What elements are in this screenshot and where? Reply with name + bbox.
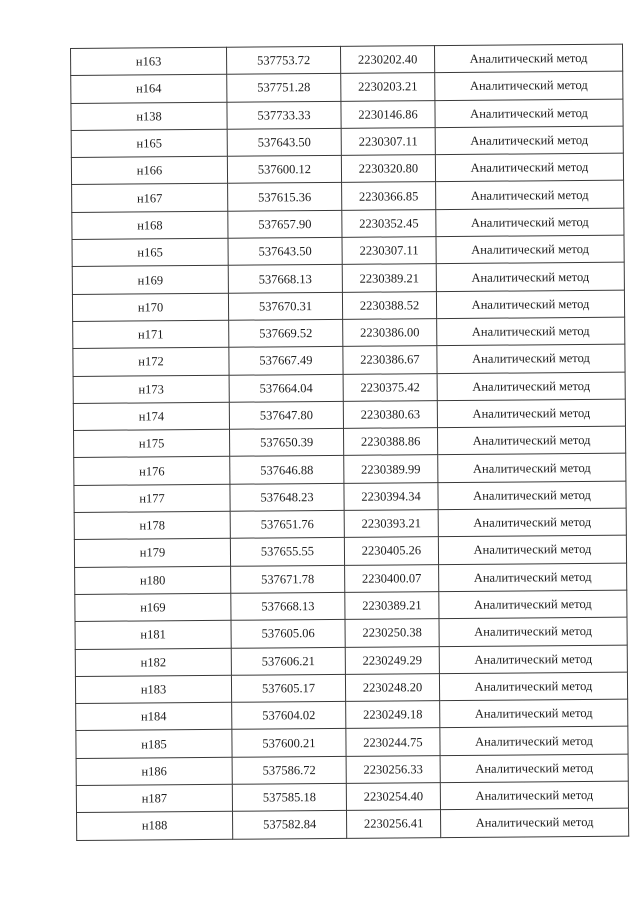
x-coordinate-cell: 537643.50 bbox=[227, 128, 341, 156]
x-coordinate-cell: 537669.52 bbox=[229, 319, 343, 347]
point-id-cell: н178 bbox=[74, 511, 230, 540]
point-id-cell: н185 bbox=[76, 730, 232, 759]
x-coordinate-cell: 537651.76 bbox=[230, 510, 344, 538]
x-coordinate-cell: 537751.28 bbox=[227, 74, 341, 102]
point-id-cell: н188 bbox=[77, 812, 233, 841]
table-row bbox=[76, 727, 628, 759]
x-coordinate-cell: 537606.21 bbox=[231, 647, 345, 675]
method-cell: Аналитический метод bbox=[438, 508, 626, 537]
method-cell: Аналитический метод bbox=[438, 535, 626, 564]
point-id-cell: н138 bbox=[71, 102, 227, 131]
table-row bbox=[71, 153, 623, 185]
x-coordinate-cell: 537650.39 bbox=[230, 429, 344, 457]
point-id-cell: н168 bbox=[72, 211, 228, 240]
method-cell: Аналитический метод bbox=[435, 153, 623, 182]
x-coordinate-cell: 537733.33 bbox=[227, 101, 341, 129]
y-coordinate-cell: 2230244.75 bbox=[346, 728, 440, 756]
table-row bbox=[73, 344, 625, 376]
y-coordinate-cell: 2230203.21 bbox=[341, 73, 435, 101]
table-row bbox=[72, 263, 624, 295]
point-id-cell: н182 bbox=[75, 648, 231, 677]
table-row bbox=[72, 181, 624, 213]
y-coordinate-cell: 2230250.38 bbox=[345, 619, 439, 647]
table-row bbox=[74, 535, 626, 567]
point-id-cell: н187 bbox=[76, 784, 232, 813]
method-cell: Аналитический метод bbox=[436, 181, 624, 210]
y-coordinate-cell: 2230380.63 bbox=[343, 400, 437, 428]
method-cell: Аналитический метод bbox=[435, 71, 623, 100]
x-coordinate-cell: 537585.18 bbox=[232, 783, 346, 811]
method-cell: Аналитический метод bbox=[436, 263, 624, 292]
table-row bbox=[71, 126, 623, 158]
y-coordinate-cell: 2230146.86 bbox=[341, 100, 435, 128]
y-coordinate-cell: 2230256.41 bbox=[346, 810, 440, 838]
method-cell: Аналитический метод bbox=[438, 481, 626, 510]
x-coordinate-cell: 537604.02 bbox=[232, 701, 346, 729]
x-coordinate-cell: 537670.31 bbox=[228, 292, 342, 320]
method-cell: Аналитический метод bbox=[437, 426, 625, 455]
table-row bbox=[77, 808, 629, 840]
table-row bbox=[74, 426, 626, 458]
x-coordinate-cell: 537753.72 bbox=[226, 46, 340, 74]
table-row bbox=[73, 317, 625, 349]
point-id-cell: н165 bbox=[72, 238, 228, 267]
table-row bbox=[75, 563, 627, 595]
method-cell: Аналитический метод bbox=[438, 454, 626, 483]
x-coordinate-cell: 537582.84 bbox=[233, 811, 347, 839]
y-coordinate-cell: 2230366.85 bbox=[342, 182, 436, 210]
y-coordinate-cell: 2230248.20 bbox=[345, 673, 439, 701]
x-coordinate-cell: 537646.88 bbox=[230, 456, 344, 484]
method-cell: Аналитический метод bbox=[437, 399, 625, 428]
x-coordinate-cell: 537643.50 bbox=[228, 237, 342, 265]
y-coordinate-cell: 2230202.40 bbox=[340, 46, 434, 74]
x-coordinate-cell: 537668.13 bbox=[228, 265, 342, 293]
table-row bbox=[72, 208, 624, 240]
table-row bbox=[74, 454, 626, 486]
y-coordinate-cell: 2230249.18 bbox=[346, 701, 440, 729]
table-row bbox=[71, 99, 623, 131]
x-coordinate-cell: 537655.55 bbox=[230, 538, 344, 566]
point-id-cell: н180 bbox=[75, 566, 231, 595]
x-coordinate-cell: 537605.06 bbox=[231, 620, 345, 648]
method-cell: Аналитический метод bbox=[439, 672, 627, 701]
point-id-cell: н163 bbox=[71, 47, 227, 76]
coordinates-table bbox=[70, 44, 629, 841]
method-cell: Аналитический метод bbox=[436, 235, 624, 264]
y-coordinate-cell: 2230389.21 bbox=[345, 592, 439, 620]
method-cell: Аналитический метод bbox=[436, 290, 624, 319]
table-row bbox=[74, 508, 626, 540]
x-coordinate-cell: 537657.90 bbox=[228, 210, 342, 238]
y-coordinate-cell: 2230386.67 bbox=[343, 346, 437, 374]
x-coordinate-cell: 537600.12 bbox=[227, 156, 341, 184]
x-coordinate-cell: 537667.49 bbox=[229, 347, 343, 375]
y-coordinate-cell: 2230405.26 bbox=[344, 537, 438, 565]
y-coordinate-cell: 2230320.80 bbox=[341, 155, 435, 183]
method-cell: Аналитический метод bbox=[440, 808, 628, 837]
point-id-cell: н171 bbox=[73, 320, 229, 349]
table-row bbox=[75, 672, 627, 704]
method-cell: Аналитический метод bbox=[434, 44, 622, 73]
x-coordinate-cell: 537647.80 bbox=[229, 401, 343, 429]
table-row bbox=[76, 699, 628, 731]
y-coordinate-cell: 2230386.00 bbox=[343, 319, 437, 347]
method-cell: Аналитический метод bbox=[439, 563, 627, 592]
table-row bbox=[75, 590, 627, 622]
method-cell: Аналитический метод bbox=[437, 344, 625, 373]
x-coordinate-cell: 537664.04 bbox=[229, 374, 343, 402]
point-id-cell: н169 bbox=[75, 593, 231, 622]
table-row bbox=[72, 290, 624, 322]
y-coordinate-cell: 2230249.29 bbox=[345, 646, 439, 674]
point-id-cell: н172 bbox=[73, 348, 229, 377]
method-cell: Аналитический метод bbox=[435, 126, 623, 155]
coordinates-table-body bbox=[71, 44, 629, 840]
method-cell: Аналитический метод bbox=[440, 754, 628, 783]
point-id-cell: н169 bbox=[72, 266, 228, 295]
method-cell: Аналитический метод bbox=[437, 372, 625, 401]
point-id-cell: н164 bbox=[71, 75, 227, 104]
y-coordinate-cell: 2230394.34 bbox=[344, 482, 438, 510]
y-coordinate-cell: 2230393.21 bbox=[344, 510, 438, 538]
x-coordinate-cell: 537586.72 bbox=[232, 756, 346, 784]
method-cell: Аналитический метод bbox=[440, 727, 628, 756]
point-id-cell: н173 bbox=[73, 375, 229, 404]
y-coordinate-cell: 2230389.21 bbox=[342, 264, 436, 292]
x-coordinate-cell: 537668.13 bbox=[231, 592, 345, 620]
x-coordinate-cell: 537615.36 bbox=[228, 183, 342, 211]
method-cell: Аналитический метод bbox=[440, 781, 628, 810]
point-id-cell: н175 bbox=[74, 429, 230, 458]
x-coordinate-cell: 537648.23 bbox=[230, 483, 344, 511]
point-id-cell: н176 bbox=[74, 457, 230, 486]
point-id-cell: н165 bbox=[71, 129, 227, 158]
method-cell: Аналитический метод bbox=[439, 590, 627, 619]
method-cell: Аналитический метод bbox=[436, 208, 624, 237]
y-coordinate-cell: 2230388.86 bbox=[343, 428, 437, 456]
point-id-cell: н170 bbox=[72, 293, 228, 322]
method-cell: Аналитический метод bbox=[439, 617, 627, 646]
y-coordinate-cell: 2230307.11 bbox=[342, 237, 436, 265]
y-coordinate-cell: 2230254.40 bbox=[346, 783, 440, 811]
point-id-cell: н181 bbox=[75, 620, 231, 649]
y-coordinate-cell: 2230307.11 bbox=[341, 128, 435, 156]
y-coordinate-cell: 2230256.33 bbox=[346, 755, 440, 783]
point-id-cell: н167 bbox=[72, 184, 228, 213]
point-id-cell: н166 bbox=[71, 156, 227, 185]
y-coordinate-cell: 2230388.52 bbox=[342, 291, 436, 319]
x-coordinate-cell: 537605.17 bbox=[231, 674, 345, 702]
point-id-cell: н179 bbox=[74, 539, 230, 568]
x-coordinate-cell: 537600.21 bbox=[232, 729, 346, 757]
method-cell: Аналитический метод bbox=[439, 645, 627, 674]
y-coordinate-cell: 2230400.07 bbox=[345, 564, 439, 592]
table-row bbox=[71, 44, 623, 76]
table-row bbox=[75, 645, 627, 677]
table-row bbox=[75, 617, 627, 649]
y-coordinate-cell: 2230352.45 bbox=[342, 209, 436, 237]
point-id-cell: н183 bbox=[75, 675, 231, 704]
y-coordinate-cell: 2230375.42 bbox=[343, 373, 437, 401]
point-id-cell: н186 bbox=[76, 757, 232, 786]
method-cell: Аналитический метод bbox=[437, 317, 625, 346]
point-id-cell: н177 bbox=[74, 484, 230, 513]
method-cell: Аналитический метод bbox=[435, 99, 623, 128]
x-coordinate-cell: 537671.78 bbox=[231, 565, 345, 593]
table-row bbox=[71, 71, 623, 103]
table-row bbox=[73, 399, 625, 431]
table-row bbox=[73, 372, 625, 404]
point-id-cell: н184 bbox=[76, 702, 232, 731]
table-row bbox=[72, 235, 624, 267]
point-id-cell: н174 bbox=[73, 402, 229, 431]
table-row bbox=[76, 781, 628, 813]
table-row bbox=[76, 754, 628, 786]
method-cell: Аналитический метод bbox=[440, 699, 628, 728]
table-row bbox=[74, 481, 626, 513]
y-coordinate-cell: 2230389.99 bbox=[344, 455, 438, 483]
